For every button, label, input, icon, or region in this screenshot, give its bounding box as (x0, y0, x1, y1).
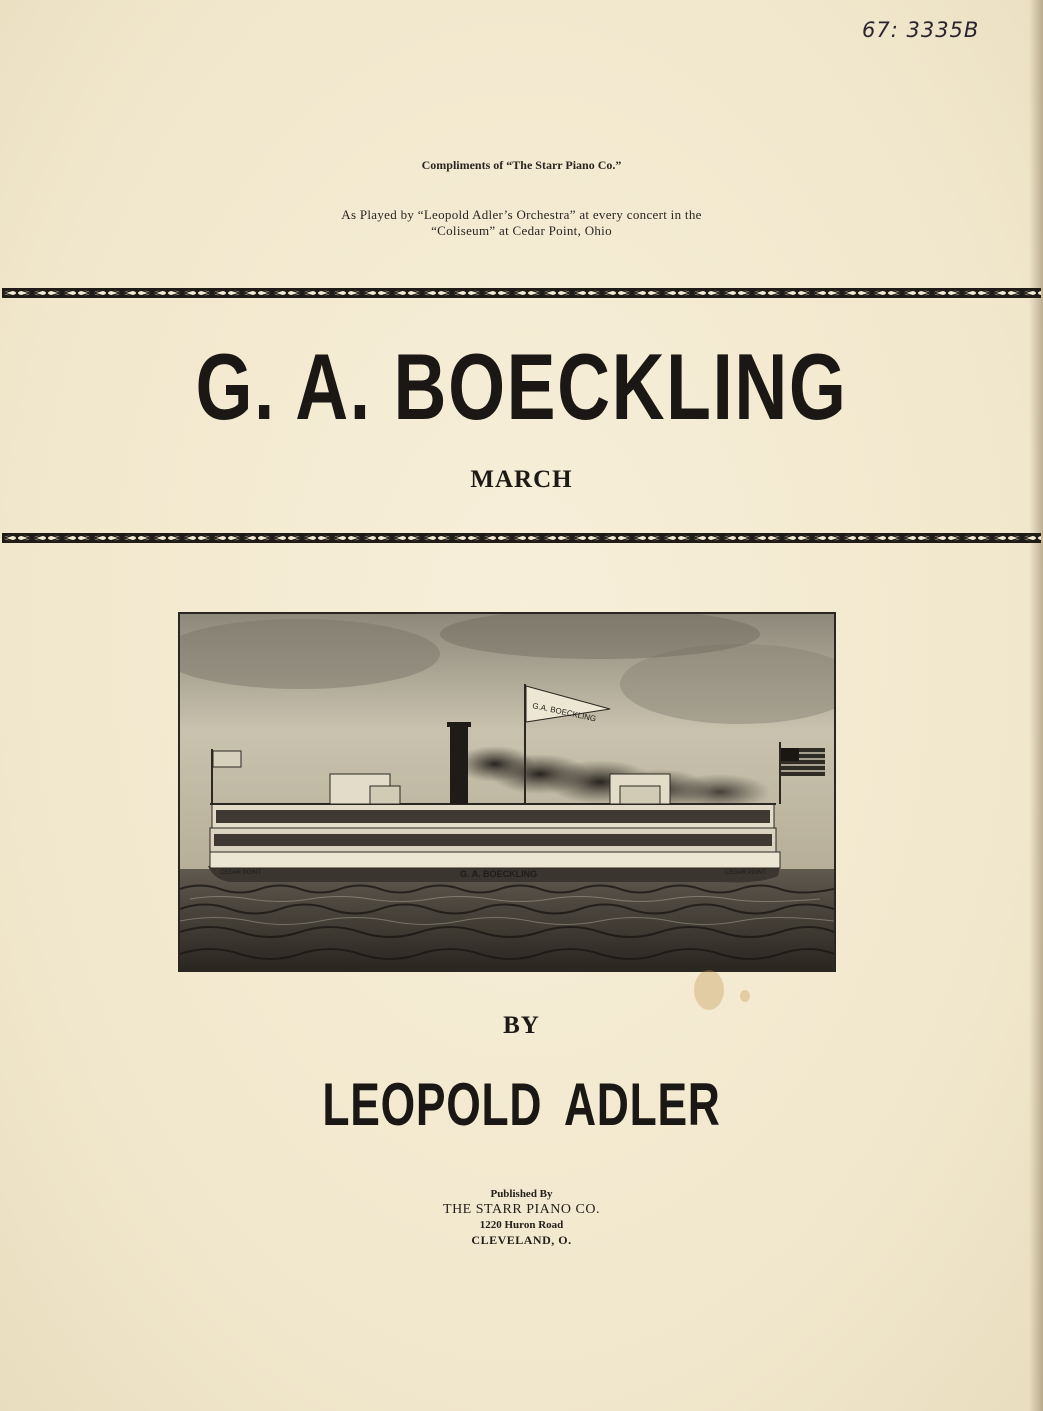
composer-name: LEOPOLD ADLER (322, 1071, 721, 1138)
performance-note (0, 207, 1043, 239)
foxing-stain (694, 970, 724, 1010)
hull-name: G. A. BOECKLING (460, 869, 538, 879)
catalog-number: 67: 3335B (862, 18, 980, 42)
publisher-name: THE STARR PIANO CO. (443, 1202, 600, 1217)
foxing-stain-small (740, 990, 750, 1002)
american-flag-icon (781, 748, 825, 776)
ornamental-border-top (2, 288, 1041, 298)
publisher-city: CLEVELAND, O. (471, 1233, 572, 1247)
stern-text: CEDAR POINT (725, 870, 767, 876)
compliments-line: Compliments of “The Starr Piano Co.” (421, 158, 622, 172)
sea (180, 869, 834, 970)
publisher-address: 1220 Huron Road (479, 1219, 564, 1231)
performance-note-line-1: As Played by “Leopold Adler’s Orchestra” at every concert in the (341, 207, 702, 222)
smokestack (450, 722, 468, 804)
page-title: G. A. BOECKLING (195, 334, 848, 439)
steamboat-illustration (178, 612, 836, 972)
performance-note-line-2: “Coliseum” at Cedar Point, Ohio (431, 223, 612, 238)
byline: BY (503, 1012, 540, 1039)
publisher-label: Published By (490, 1188, 553, 1200)
flag-text: G.A. BOECKLING (531, 701, 597, 724)
march-subtitle: MARCH (470, 466, 573, 493)
bow-text: CEDAR POINT (220, 870, 262, 876)
ornamental-border-bottom (2, 533, 1041, 543)
